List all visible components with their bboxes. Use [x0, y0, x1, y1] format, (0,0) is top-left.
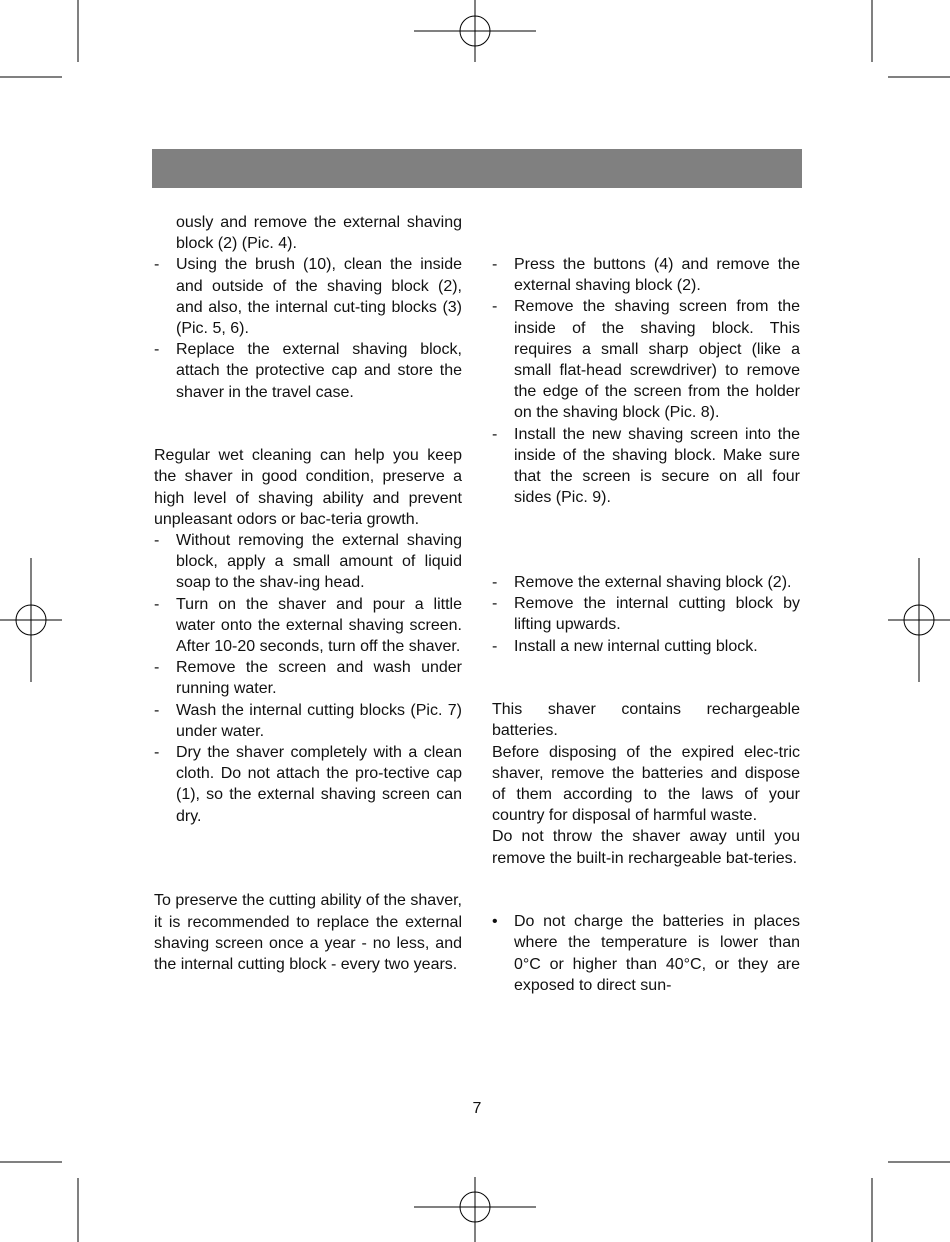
list-item: - Press the buttons (4) and remove the external shaving block (2).: [492, 256, 800, 295]
list-item: - Dry the shaver completely with a clean cloth. Do not attach the pro-tective cap (1), so the external shaving screen can dry.: [154, 744, 462, 825]
bullet-marker: •: [492, 913, 498, 931]
list-item: - Install a new internal cutting block.: [492, 636, 800, 657]
registration-mark-left: [0, 558, 62, 682]
dash-marker: -: [492, 298, 498, 316]
list-item: - Turn on the shaver and pour a little water onto the external shaving screen. After 10-20 seconds, turn off the shaver.: [154, 595, 462, 656]
dash-marker: -: [154, 341, 160, 359]
dash-marker: -: [154, 532, 160, 550]
dash-marker: -: [492, 574, 498, 592]
continued-step: ously and remove the external shaving block (2) (Pic. 4).: [176, 214, 462, 253]
disposal-paragraph: Do not throw the shaver away until you remove the built-in rechargeable bat-teries.: [492, 828, 800, 867]
list-item: - Remove the external shaving block (2).: [492, 572, 800, 593]
header-bar: [152, 149, 802, 188]
dash-marker: -: [154, 701, 160, 719]
wet-cleaning-intro: Regular wet cleaning can help you keep the shaver in good condition, preserve a high level of shaving ability and prevent unpleasant odors or bac-teria growth.: [154, 447, 462, 528]
list-item: - Using the brush (10), clean the inside and outside of the shaving block (2), and also, the internal cut-ting blocks (3) (Pic. 5, 6).: [154, 256, 462, 338]
list-item: - Remove the shaving screen from the inside of the shaving block. This requires a small sharp object (like a small flat-head screwdriver) to remove the edge of the screen from the holder on the shaving block (Pic. 8).: [492, 298, 800, 422]
dash-marker: -: [492, 595, 498, 613]
dash-marker: -: [492, 425, 498, 443]
registration-mark-bottom: [414, 1177, 536, 1242]
list-item: - Remove the screen and wash under running water.: [154, 659, 462, 698]
list-item: - Without removing the external shaving block, apply a small amount of liquid soap to the shav-ing head.: [154, 532, 462, 592]
dash-marker: -: [154, 744, 160, 762]
bullet-item: • Do not charge the batteries in places where the temperature is lower than 0°C or higher than 40°C, or they are exposed to direct sun-: [492, 913, 800, 994]
list-item: - Remove the internal cutting block by lifting upwards.: [492, 595, 800, 634]
disposal-paragraph: Before disposing of the expired elec-tric shaver, remove the batteries and dispose of them according to the laws of your country for disposal of harmful waste.: [492, 743, 800, 825]
page-number: 7: [472, 1100, 482, 1117]
registration-mark-top: [414, 0, 536, 62]
dash-marker: -: [154, 659, 160, 677]
list-item: - Install the new shaving screen into the inside of the shaving block. Make sure that the screen is secure on all four sides (Pic. 9).: [492, 425, 800, 507]
disposal-paragraph: This shaver contains rechargeable batteries.: [492, 701, 800, 740]
dash-marker: -: [492, 256, 498, 273]
right-column: [492, 254, 800, 996]
dash-marker: -: [154, 256, 160, 274]
dash-marker: -: [154, 595, 160, 613]
registration-mark-right: [888, 558, 950, 682]
dash-marker: -: [492, 637, 498, 655]
list-item: - Replace the external shaving block, attach the protective cap and store the shaver in the travel case.: [154, 341, 462, 401]
list-item: - Wash the internal cutting blocks (Pic. 7) under water.: [154, 701, 462, 740]
replacement-intro: To preserve the cutting ability of the shaver, it is recommended to replace the external shaving screen once a year - no less, and the internal cutting block - every two years.: [154, 892, 462, 974]
left-column: [154, 212, 462, 975]
